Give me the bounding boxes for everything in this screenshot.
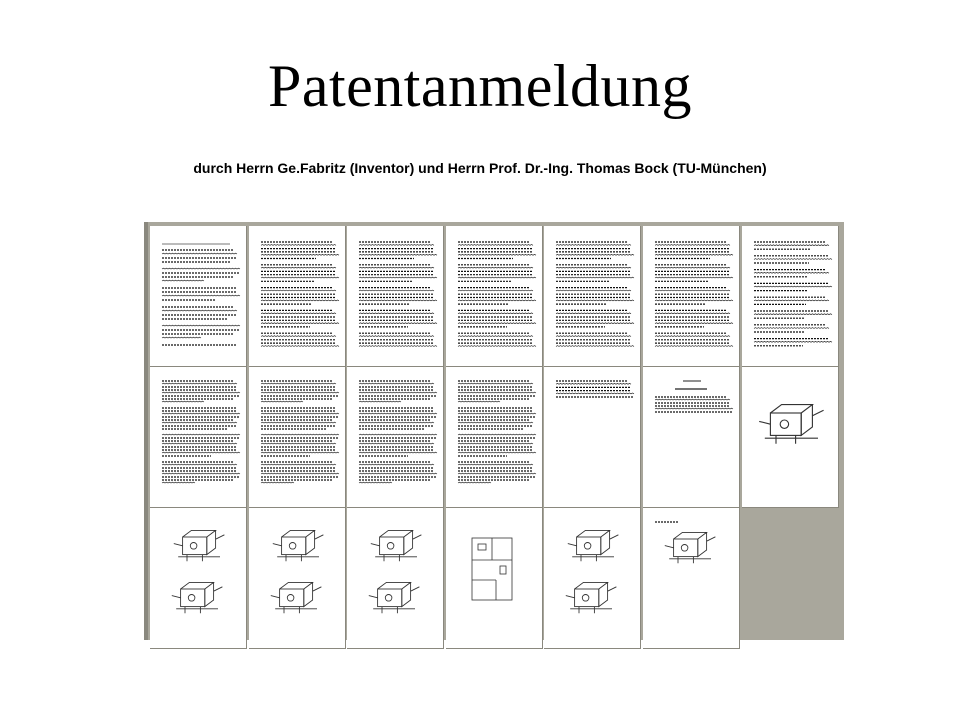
page-thumbnail bbox=[347, 367, 444, 508]
page-thumbnail bbox=[544, 367, 641, 508]
page-subtitle: durch Herrn Ge.Fabritz (Inventor) und Herrn Prof. Dr.-Ing. Thomas Bock (TU-München) bbox=[193, 160, 767, 176]
page-thumbnail bbox=[643, 508, 740, 649]
page-thumbnail bbox=[150, 226, 247, 367]
page-thumbnail bbox=[446, 367, 543, 508]
page-thumbnail bbox=[347, 508, 444, 649]
page-thumbnail bbox=[446, 226, 543, 367]
page-title: Patentanmeldung bbox=[267, 53, 693, 119]
page-thumbnail bbox=[150, 367, 247, 508]
page-thumbnail bbox=[347, 226, 444, 367]
page-thumbnail bbox=[249, 226, 346, 367]
page-thumbnail bbox=[544, 508, 641, 649]
page-thumbnail bbox=[643, 367, 740, 508]
page-thumbnail bbox=[249, 367, 346, 508]
page-thumbnail bbox=[742, 226, 839, 367]
page-thumbnail bbox=[150, 508, 247, 649]
page-thumbnail bbox=[742, 367, 839, 508]
document-thumbnail-grid bbox=[144, 222, 844, 640]
page-thumbnail bbox=[643, 226, 740, 367]
page-thumbnail bbox=[249, 508, 346, 649]
page-thumbnail bbox=[544, 226, 641, 367]
page-thumbnail bbox=[446, 508, 543, 649]
